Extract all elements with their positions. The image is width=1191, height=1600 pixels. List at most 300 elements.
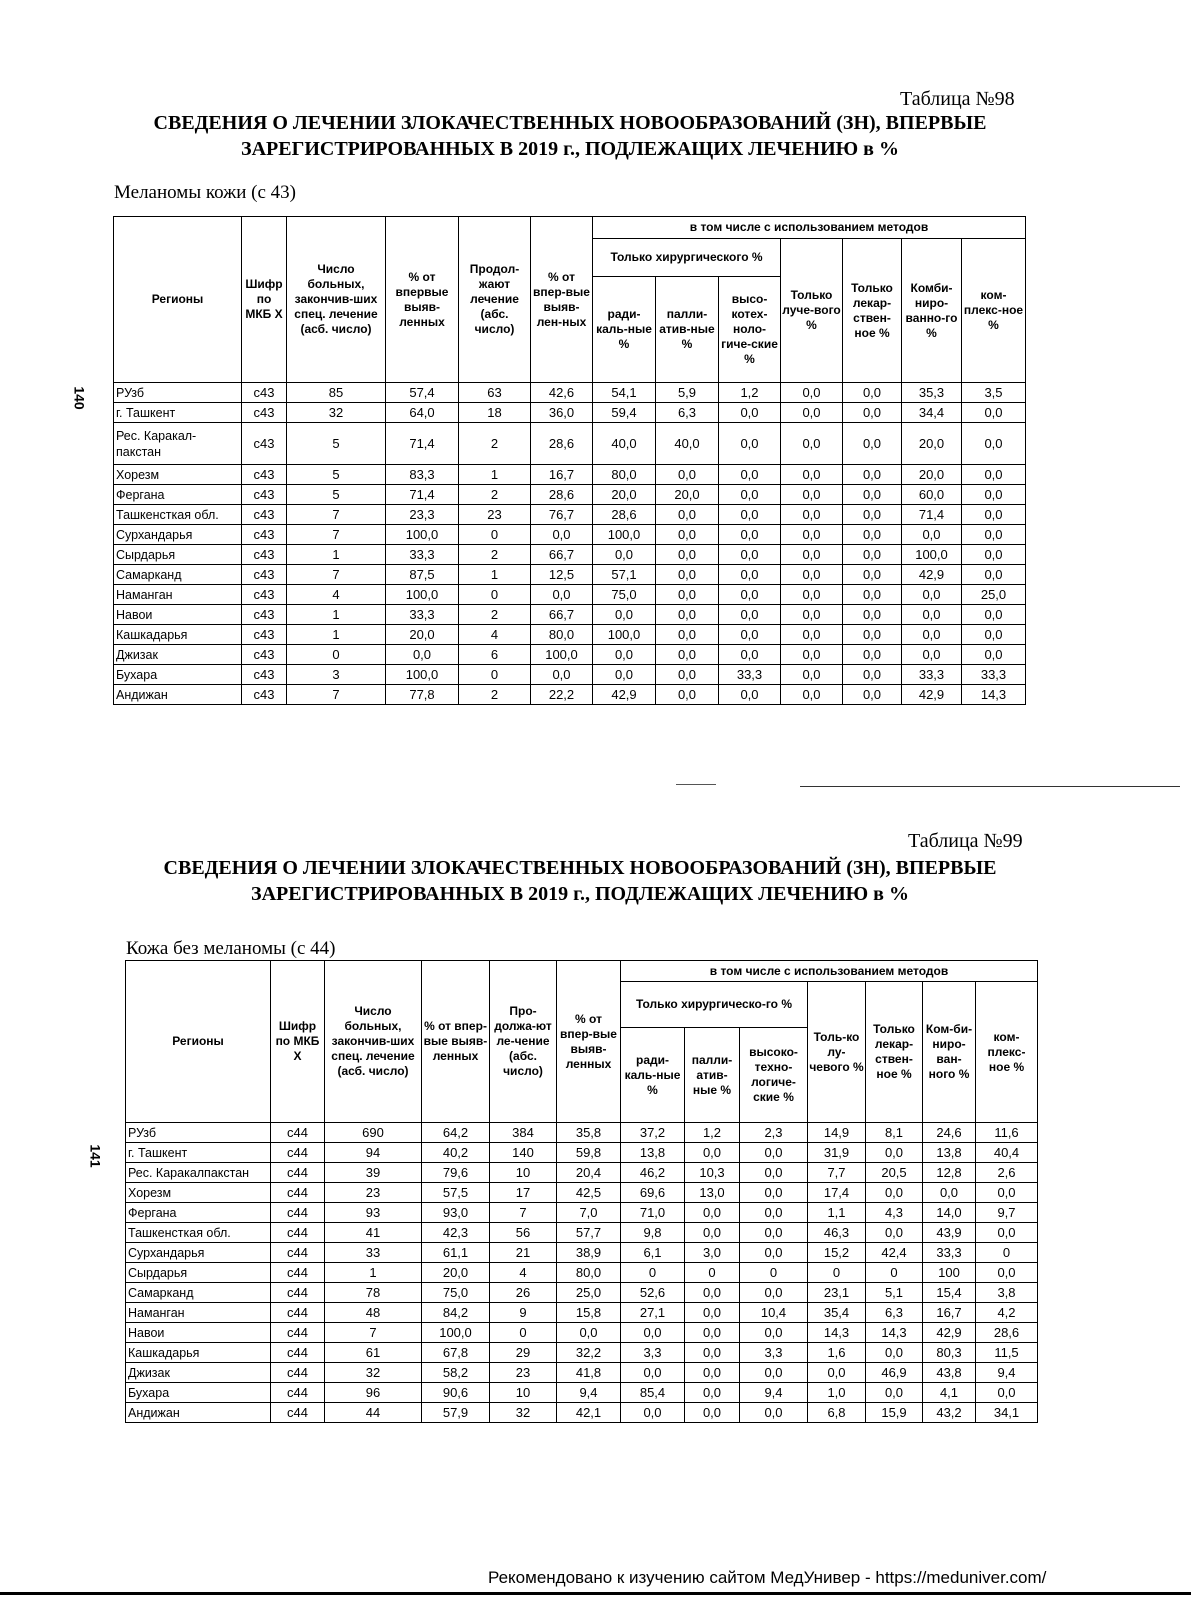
table-cell: 0,0 <box>843 383 902 403</box>
table-cell: с44 <box>271 1123 325 1143</box>
table-cell: 28,6 <box>531 485 593 505</box>
table-cell: 5,1 <box>866 1283 923 1303</box>
table-cell: 3,3 <box>621 1343 685 1363</box>
table-cell: 0,0 <box>976 1223 1038 1243</box>
table-cell: 33,3 <box>923 1243 976 1263</box>
table-cell: 48 <box>325 1303 422 1323</box>
table-cell: 0,0 <box>902 585 962 605</box>
table-cell: 0,0 <box>740 1223 808 1243</box>
table-cell: 0,0 <box>902 645 962 665</box>
table-cell: с43 <box>242 505 287 525</box>
cell-region: Ташкенсткая обл. <box>126 1223 271 1243</box>
header-methods: в том числе с использованием методов <box>621 961 1038 982</box>
table-cell: 60,0 <box>902 485 962 505</box>
table-cell: 0,0 <box>719 403 781 423</box>
table-cell: 0,0 <box>843 423 902 465</box>
table-cell: 4 <box>459 625 531 645</box>
table-cell: 12,5 <box>531 565 593 585</box>
table-cell: 90,6 <box>422 1383 490 1403</box>
table-cell: с43 <box>242 605 287 625</box>
table-cell: 0,0 <box>843 525 902 545</box>
table-cell: 0,0 <box>962 465 1026 485</box>
header-icd: Шифр по МКБ X <box>271 961 325 1123</box>
table-row <box>114 485 1026 505</box>
table-cell: с43 <box>242 525 287 545</box>
table-98-title-line1: СВЕДЕНИЯ О ЛЕЧЕНИИ ЗЛОКАЧЕСТВЕННЫХ НОВООБРАЗОВАНИЙ (ЗН), ВПЕРВЫЕ <box>153 112 987 134</box>
table-cell: с43 <box>242 465 287 485</box>
table-cell: 40,0 <box>656 423 719 465</box>
table-cell: 23 <box>325 1183 422 1203</box>
cell-region: РУзб <box>114 383 242 403</box>
table-cell: 14,3 <box>866 1323 923 1343</box>
cell-region: Сурхандарья <box>114 525 242 545</box>
table-row <box>114 605 1026 625</box>
table-cell: 23,1 <box>808 1283 866 1303</box>
table-cell: 15,8 <box>557 1303 621 1323</box>
table-cell: 0,0 <box>386 645 459 665</box>
table-cell: 0,0 <box>621 1323 685 1343</box>
table-cell: 85,4 <box>621 1383 685 1403</box>
table-cell: с44 <box>271 1183 325 1203</box>
table-cell: 0,0 <box>621 1403 685 1423</box>
table-cell: с44 <box>271 1263 325 1283</box>
table-row <box>126 1363 1038 1383</box>
table-cell: 6,1 <box>621 1243 685 1263</box>
table-cell: 13,8 <box>621 1143 685 1163</box>
table-cell: 100,0 <box>386 525 459 545</box>
table-cell: 0,0 <box>843 645 902 665</box>
table-cell: 5 <box>287 485 386 505</box>
table-cell: 5 <box>287 423 386 465</box>
table-cell: 8,1 <box>866 1123 923 1143</box>
table-cell: 0,0 <box>781 505 843 525</box>
table-cell: с44 <box>271 1383 325 1403</box>
table-cell: 0,0 <box>685 1143 740 1163</box>
table-row <box>126 1123 1038 1143</box>
table-cell: 0,0 <box>781 605 843 625</box>
table-row <box>126 1183 1038 1203</box>
header-continuing: Продол-жают лечение (абс. число) <box>459 217 531 383</box>
table-cell: с44 <box>271 1403 325 1423</box>
cell-region: Навои <box>114 605 242 625</box>
table-cell: 0,0 <box>962 625 1026 645</box>
table-row <box>126 1403 1038 1423</box>
table-cell: 20,0 <box>593 485 656 505</box>
table-cell: 85 <box>287 383 386 403</box>
table-cell: 0,0 <box>843 605 902 625</box>
table-cell: 84,2 <box>422 1303 490 1323</box>
table-cell: 66,7 <box>531 545 593 565</box>
table-cell: 0,0 <box>976 1383 1038 1403</box>
table-98 <box>113 216 1026 705</box>
table-cell: с44 <box>271 1363 325 1383</box>
table-cell: 14,0 <box>923 1203 976 1223</box>
table-cell: 29 <box>490 1343 557 1363</box>
table-cell: 6 <box>459 645 531 665</box>
table-cell: 0,0 <box>557 1323 621 1343</box>
table-cell: 0,0 <box>781 383 843 403</box>
table-cell: 0,0 <box>740 1363 808 1383</box>
header-surgical: Только хирургическо-го % <box>621 982 808 1028</box>
header-regions: Регионы <box>126 961 271 1123</box>
table-cell: 17,4 <box>808 1183 866 1203</box>
cell-region: РУзб <box>126 1123 271 1143</box>
header-radiation: Толь-ко лу-чевого % <box>808 982 866 1123</box>
table-cell: 0 <box>490 1323 557 1343</box>
table-cell: 0 <box>808 1263 866 1283</box>
table-cell: 66,7 <box>531 605 593 625</box>
table-cell: 3,3 <box>740 1343 808 1363</box>
table-cell: 10 <box>490 1383 557 1403</box>
table-cell: с43 <box>242 565 287 585</box>
table-cell: 0,0 <box>962 605 1026 625</box>
table-cell: 0,0 <box>843 565 902 585</box>
table-cell: 0,0 <box>781 685 843 705</box>
table-cell: 40,0 <box>593 423 656 465</box>
table-cell: 42,1 <box>557 1403 621 1423</box>
table-cell: 37,2 <box>621 1123 685 1143</box>
table-cell: 2,3 <box>740 1123 808 1143</box>
table-cell: 0,0 <box>685 1323 740 1343</box>
table-cell: 44 <box>325 1403 422 1423</box>
table-cell: 12,8 <box>923 1163 976 1183</box>
table-cell: 2,6 <box>976 1163 1038 1183</box>
table-cell: 100 <box>923 1263 976 1283</box>
table-cell: 16,7 <box>531 465 593 485</box>
table-cell: 0,0 <box>866 1343 923 1363</box>
table-cell: 25,0 <box>962 585 1026 605</box>
table-cell: 0,0 <box>866 1183 923 1203</box>
table-cell: 0,0 <box>740 1323 808 1343</box>
table-cell: 39 <box>325 1163 422 1183</box>
table-cell: 0 <box>459 665 531 685</box>
table-cell: 61,1 <box>422 1243 490 1263</box>
table-cell: 6,8 <box>808 1403 866 1423</box>
table-cell: 15,4 <box>923 1283 976 1303</box>
table-cell: 1 <box>287 625 386 645</box>
table-cell: 3,8 <box>976 1283 1038 1303</box>
table-cell: с43 <box>242 545 287 565</box>
table-cell: 83,3 <box>386 465 459 485</box>
table-cell: 0,0 <box>962 403 1026 423</box>
cell-region: г. Ташкент <box>126 1143 271 1163</box>
table-cell: 0,0 <box>781 625 843 645</box>
header-hightech: высо-котех-ноло-гиче-ские % <box>719 277 781 383</box>
cell-region: Самарканд <box>126 1283 271 1303</box>
table-cell: 34,1 <box>976 1403 1038 1423</box>
table-cell: 0 <box>459 525 531 545</box>
table-cell: 75,0 <box>422 1283 490 1303</box>
table-cell: 7 <box>490 1203 557 1223</box>
table-cell: 57,5 <box>422 1183 490 1203</box>
cell-region: Навои <box>126 1323 271 1343</box>
header-pct-detected-2: % от впер-вые выяв-ленных <box>557 961 621 1123</box>
table-cell: 0,0 <box>843 485 902 505</box>
table-cell: 0,0 <box>781 525 843 545</box>
table-cell: 61 <box>325 1343 422 1363</box>
table-cell: 0,0 <box>531 585 593 605</box>
table-cell: 690 <box>325 1123 422 1143</box>
table-row <box>114 525 1026 545</box>
table-cell: 0 <box>740 1263 808 1283</box>
table-cell: 0,0 <box>685 1383 740 1403</box>
table-cell: 15,9 <box>866 1403 923 1423</box>
table-cell: 57,4 <box>386 383 459 403</box>
table-cell: 0 <box>459 585 531 605</box>
table-cell: 0,0 <box>902 525 962 545</box>
table-cell: 1,1 <box>808 1203 866 1223</box>
table-cell: 94 <box>325 1143 422 1163</box>
table-row <box>114 665 1026 685</box>
table-cell: 42,5 <box>557 1183 621 1203</box>
table-cell: 0 <box>866 1263 923 1283</box>
header-hightech: высоко-техно-логиче-ские % <box>740 1028 808 1123</box>
table-cell: с44 <box>271 1243 325 1263</box>
table-cell: 59,8 <box>557 1143 621 1163</box>
table-cell: 2 <box>459 605 531 625</box>
table-cell: с43 <box>242 585 287 605</box>
table-cell: 7 <box>287 565 386 585</box>
cell-region: г. Ташкент <box>114 403 242 423</box>
table-99-title-line1: СВЕДЕНИЯ О ЛЕЧЕНИИ ЗЛОКАЧЕСТВЕННЫХ НОВООБРАЗОВАНИЙ (ЗН), ВПЕРВЫЕ <box>163 857 997 879</box>
table-cell: с44 <box>271 1143 325 1163</box>
table-cell: 0,0 <box>902 605 962 625</box>
header-drug: Только лекар-ствен-ное % <box>866 982 923 1123</box>
table-cell: 9,8 <box>621 1223 685 1243</box>
table-cell: 0,0 <box>740 1203 808 1223</box>
cell-region: Андижан <box>114 685 242 705</box>
table-cell: 71,4 <box>902 505 962 525</box>
header-methods: в том числе с использованием методов <box>593 217 1026 239</box>
cell-region: Фергана <box>126 1203 271 1223</box>
table-cell: 42,9 <box>902 565 962 585</box>
table-cell: 42,4 <box>866 1243 923 1263</box>
table-cell: 4,2 <box>976 1303 1038 1323</box>
table-cell: 71,4 <box>386 485 459 505</box>
table-cell: 0,0 <box>685 1223 740 1243</box>
table-cell: 384 <box>490 1123 557 1143</box>
table-cell: 46,3 <box>808 1223 866 1243</box>
table-cell: 24,6 <box>923 1123 976 1143</box>
table-cell: 71,0 <box>621 1203 685 1223</box>
header-pct-detected-2: % от впер-вые выяв-лен-ных <box>531 217 593 383</box>
table-cell: 2 <box>459 485 531 505</box>
table-cell: 57,7 <box>557 1223 621 1243</box>
table-cell: 0,0 <box>719 485 781 505</box>
cell-region: Бухара <box>126 1383 271 1403</box>
separator-line <box>800 786 1180 787</box>
table-cell: 1 <box>459 465 531 485</box>
table-cell: 0,0 <box>719 625 781 645</box>
table-cell: 71,4 <box>386 423 459 465</box>
table-cell: 0,0 <box>531 525 593 545</box>
table-row <box>126 1203 1038 1223</box>
table-cell: 0,0 <box>866 1223 923 1243</box>
table-cell: 0,0 <box>656 685 719 705</box>
table-cell: 0,0 <box>843 625 902 645</box>
table-cell: 6,3 <box>656 403 719 423</box>
table-cell: 1 <box>287 545 386 565</box>
table-cell: 26 <box>490 1283 557 1303</box>
table-cell: 0,0 <box>656 465 719 485</box>
header-radiation: Только луче-вого % <box>781 239 843 383</box>
table-cell: 33,3 <box>386 545 459 565</box>
table-cell: 0,0 <box>719 465 781 485</box>
table-cell: 14,3 <box>808 1323 866 1343</box>
cell-region: Сырдарья <box>114 545 242 565</box>
table-cell: 100,0 <box>422 1323 490 1343</box>
table-cell: 0,0 <box>740 1183 808 1203</box>
table-cell: 9,7 <box>976 1203 1038 1223</box>
table-cell: 140 <box>490 1143 557 1163</box>
table-cell: 0,0 <box>621 1363 685 1383</box>
table-99-subtitle: Кожа без меланомы (с 44) <box>126 938 336 959</box>
cell-region: Рес. Каракалпакстан <box>126 1163 271 1183</box>
table-cell: 32,2 <box>557 1343 621 1363</box>
table-cell: 3,0 <box>685 1243 740 1263</box>
table-cell: 20,0 <box>902 465 962 485</box>
table-cell: с44 <box>271 1283 325 1303</box>
table-cell: 0,0 <box>843 665 902 685</box>
table-cell: 35,3 <box>902 383 962 403</box>
table-cell: 0,0 <box>962 565 1026 585</box>
table-cell: 54,1 <box>593 383 656 403</box>
table-cell: 2 <box>459 423 531 465</box>
table-cell: 42,9 <box>593 685 656 705</box>
table-cell: 0,0 <box>719 645 781 665</box>
table-cell: 100,0 <box>386 665 459 685</box>
table-cell: 9,4 <box>740 1383 808 1403</box>
table-cell: 0,0 <box>656 625 719 645</box>
cell-region: Рес. Каракал-пакстан <box>114 423 242 465</box>
table-cell: 63 <box>459 383 531 403</box>
table-cell: 18 <box>459 403 531 423</box>
table-cell: с43 <box>242 485 287 505</box>
table-cell: 87,5 <box>386 565 459 585</box>
cell-region: Андижан <box>126 1403 271 1423</box>
table-98-header <box>114 217 1026 383</box>
table-cell: 0,0 <box>962 645 1026 665</box>
table-cell: 20,0 <box>656 485 719 505</box>
table-cell: 4 <box>287 585 386 605</box>
table-cell: 0,0 <box>843 505 902 525</box>
table-cell: 0,0 <box>962 423 1026 465</box>
table-row <box>126 1163 1038 1183</box>
cell-region: Хорезм <box>114 465 242 485</box>
table-cell: 0 <box>287 645 386 665</box>
table-cell: 17 <box>490 1183 557 1203</box>
table-cell: 0,0 <box>902 625 962 645</box>
table-cell: 7,7 <box>808 1163 866 1183</box>
table-cell: 0,0 <box>976 1183 1038 1203</box>
table-cell: 0,0 <box>656 545 719 565</box>
table-row <box>126 1343 1038 1363</box>
table-98-label: Таблица №98 <box>900 88 1015 110</box>
table-cell: 35,8 <box>557 1123 621 1143</box>
footer-note: Рекомендовано к изучению сайтом МедУнивер - https://meduniver.com/ <box>488 1568 1047 1587</box>
table-cell: 23 <box>490 1363 557 1383</box>
cell-region: Бухара <box>114 665 242 685</box>
table-cell: 64,2 <box>422 1123 490 1143</box>
table-cell: 100,0 <box>593 625 656 645</box>
table-cell: 0,0 <box>656 525 719 545</box>
table-cell: 42,3 <box>422 1223 490 1243</box>
cell-region: Джизак <box>126 1363 271 1383</box>
table-cell: 32 <box>490 1403 557 1423</box>
table-cell: с43 <box>242 665 287 685</box>
table-cell: 0,0 <box>843 545 902 565</box>
table-cell: 0,0 <box>531 665 593 685</box>
table-cell: 46,9 <box>866 1363 923 1383</box>
cell-region: Сырдарья <box>126 1263 271 1283</box>
table-cell: 52,6 <box>621 1283 685 1303</box>
table-row <box>114 585 1026 605</box>
table-cell: с44 <box>271 1203 325 1223</box>
table-cell: 11,5 <box>976 1343 1038 1363</box>
table-cell: 0,0 <box>740 1243 808 1263</box>
table-cell: 42,6 <box>531 383 593 403</box>
table-cell: 0 <box>685 1263 740 1283</box>
table-cell: 1 <box>287 605 386 625</box>
table-cell: 20,0 <box>386 625 459 645</box>
table-cell: 0,0 <box>719 505 781 525</box>
table-cell: 36,0 <box>531 403 593 423</box>
table-cell: 33,3 <box>719 665 781 685</box>
table-cell: 5 <box>287 465 386 485</box>
table-cell: 9 <box>490 1303 557 1323</box>
table-cell: 0,0 <box>685 1343 740 1363</box>
table-cell: 43,9 <box>923 1223 976 1243</box>
table-cell: 0,0 <box>685 1283 740 1303</box>
table-row <box>114 383 1026 403</box>
table-cell: 11,6 <box>976 1123 1038 1143</box>
table-cell: 79,6 <box>422 1163 490 1183</box>
table-cell: 1 <box>325 1263 422 1283</box>
table-cell: с43 <box>242 685 287 705</box>
table-cell: 0,0 <box>923 1183 976 1203</box>
table-cell: 15,2 <box>808 1243 866 1263</box>
table-cell: 100,0 <box>902 545 962 565</box>
table-cell: 0,0 <box>976 1263 1038 1283</box>
table-cell: 27,1 <box>621 1303 685 1323</box>
table-cell: 93,0 <box>422 1203 490 1223</box>
table-cell: 7 <box>325 1323 422 1343</box>
table-cell: 0,0 <box>593 665 656 685</box>
table-cell: 33 <box>325 1243 422 1263</box>
table-cell: 67,8 <box>422 1343 490 1363</box>
table-cell: с43 <box>242 403 287 423</box>
header-palliative: палли-атив-ные % <box>656 277 719 383</box>
table-cell: 0,0 <box>843 403 902 423</box>
table-cell: 0,0 <box>781 645 843 665</box>
table-cell: 96 <box>325 1383 422 1403</box>
cell-region: Джизак <box>114 645 242 665</box>
table-cell: 0,0 <box>685 1403 740 1423</box>
table-cell: 0,0 <box>866 1143 923 1163</box>
table-cell: 3,5 <box>962 383 1026 403</box>
cell-region: Самарканд <box>114 565 242 585</box>
table-cell: 40,2 <box>422 1143 490 1163</box>
table-cell: 5,9 <box>656 383 719 403</box>
table-row <box>126 1323 1038 1343</box>
table-cell: 0,0 <box>843 685 902 705</box>
table-cell: 3 <box>287 665 386 685</box>
header-count: Число больных, закончив-ших спец. лечение (асб. число) <box>287 217 386 383</box>
table-cell: с44 <box>271 1163 325 1183</box>
table-cell: 40,4 <box>976 1143 1038 1163</box>
table-cell: 0,0 <box>719 565 781 585</box>
table-cell: 0,0 <box>656 565 719 585</box>
